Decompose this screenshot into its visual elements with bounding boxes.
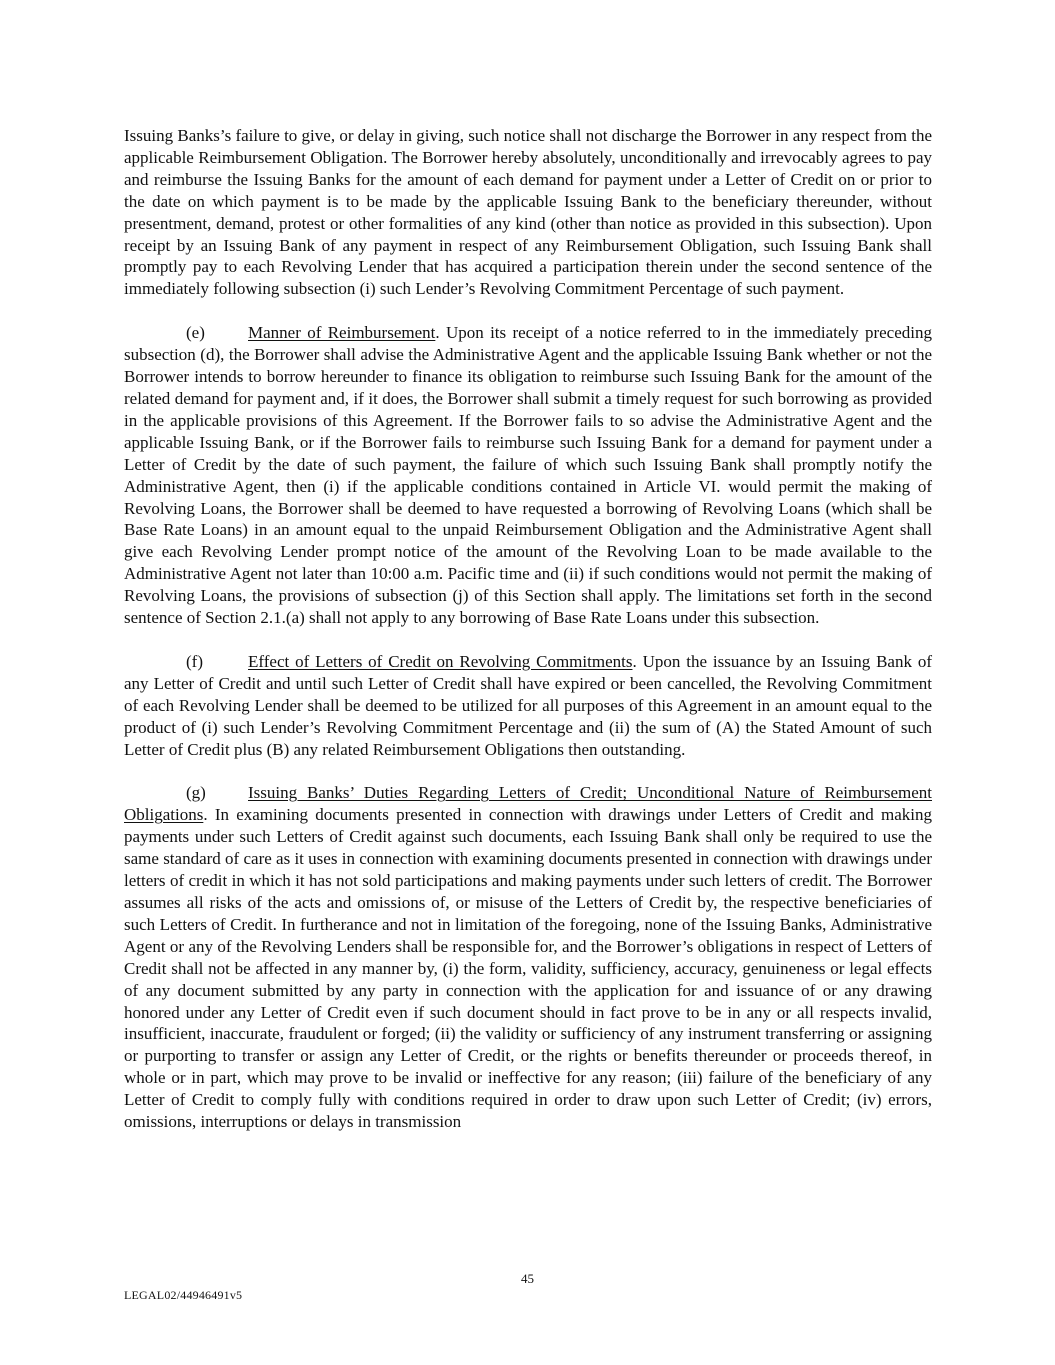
section-e-label: (e) [186,323,205,343]
document-id: LEGAL02/44946491v5 [124,1288,243,1302]
section-g-label: (g) [186,783,206,803]
section-e-paragraph [124,322,932,629]
page-number: 45 [521,1271,534,1286]
section-g-heading: Issuing Banks’ Duties Regarding Letters of Credit; Unconditional Nature of Reimbursement Obligations [124,783,932,825]
section-g-paragraph [124,782,932,1133]
section-e-heading: Manner of Reimbursement [248,323,436,343]
section-f-heading: Effect of Letters of Credit on Revolving Commitments [248,651,633,671]
section-f-label: (f) [186,651,203,671]
section-e-body: . Upon its receipt of a notice referred to in the immediately preceding subsection (d), the Borrower shall advise the Administrative Agent and the applicable Issuing Bank whether or not the Borrower intends to borrow hereunder to finance its obligation to reimburse such Issuing Bank for the amount of the related demand for payment and, if it does, the Borrower shall submit a timely request for such borrowing as provided in the applicable provisions of this Agreement. If the Borrower fails to so advise the Administrative Agent and the applicable Issuing Bank, or if the Borrower fails to reimburse such Issuing Bank for a demand for payment under a Letter of Credit by the date of such payment, the failure of which such Issuing Bank shall promptly notify the Administrative Agent, then (i) if the applicable conditions contained in Article VI. would permit the making of Revolving Loans, the Borrower shall be deemed to have requested a borrowing of Revolving Loans (which shall be Base Rate Loans) in an amount equal to the unpaid Reimbursement Obligation and the Administrative Agent shall give each Revolving Lender prompt notice of the amount of the Revolving Loan to be made available to the Administrative Agent not later than 10:00 a.m. Pacific time and (ii) if such conditions would not permit the making of Revolving Loans, the provisions of subsection (j) of this Section shall apply. The limitations set forth in the second sentence of Section 2.1.(a) shall not apply to any borrowing of Base Rate Loans under this subsection. [124,323,932,628]
continuation-paragraph: Issuing Banks’s failure to give, or delay in giving, such notice shall not discharge the Borrower in any respect from the applicable Reimbursement Obligation. The Borrower hereby absolutely, unconditionally and irrevocably agrees to pay and reimburse the Issuing Banks for the amount of each demand for payment under a Letter of Credit on or prior to the date on which payment is to be made by the applicable Issuing Bank to the beneficiary thereunder, without presentment, demand, protest or other formalities of any kind (other than notice as provided in this subsection). Upon receipt by an Issuing Bank of any payment in respect of any Reimbursement Obligation, such Issuing Bank shall promptly pay to each Revolving Lender that has acquired a participation therein under the second sentence of the immediately following subsection (i) such Lender’s Revolving Commitment Percentage of such payment. [124,126,932,299]
section-g-body: . In examining documents presented in connection with drawings under Letters of Credit and making payments under such Letters of Credit against such documents, each Issuing Bank shall only be required to use the same standard of care as it uses in connection with examining documents presented in connection with drawings under letters of credit in which it has not sold participations and making payments under such letters of credit. The Borrower assumes all risks of the acts and omissions of, or misuse of the Letters of Credit by, the respective beneficiaries of such Letters of Credit. In furtherance and not in limitation of the foregoing, none of the Issuing Banks, Administrative Agent or any of the Revolving Lenders shall be responsible for, and the Borrower’s obligations in respect of Letters of Credit shall not be affected in any manner by, (i) the form, validity, sufficiency, accuracy, genuineness or legal effects of any document submitted by any party in connection with the application for and issuance of or any drawing honored under any Letter of Credit even if such document should in fact prove to be in any or all respects invalid, insufficient, inaccurate, fraudulent or forged; (ii) the validity or sufficiency of any instrument transferring or assigning or purporting to transfer or assign any Letter of Credit, or the rights or benefits thereunder or proceeds thereof, in whole or in part, which may prove to be invalid or ineffective for any reason; (iii) failure of the beneficiary of any Letter of Credit to comply fully with conditions required in order to draw upon such Letter of Credit; (iv) errors, omissions, interruptions or delays in transmission [124,805,932,1132]
section-f-paragraph [124,651,932,761]
section-f-body: . Upon the issuance by an Issuing Bank of any Letter of Credit and until such Letter of Credit shall have expired or been cancelled, the Revolving Commitment of each Revolving Lender shall be deemed to be utilized for all purposes of this Agreement in an amount equal to the product of (i) such Lender’s Revolving Commitment Percentage and (ii) the sum of (A) the Stated Amount of such Letter of Credit plus (B) any related Reimbursement Obligations then outstanding. [124,651,932,759]
document-body [124,125,932,1155]
